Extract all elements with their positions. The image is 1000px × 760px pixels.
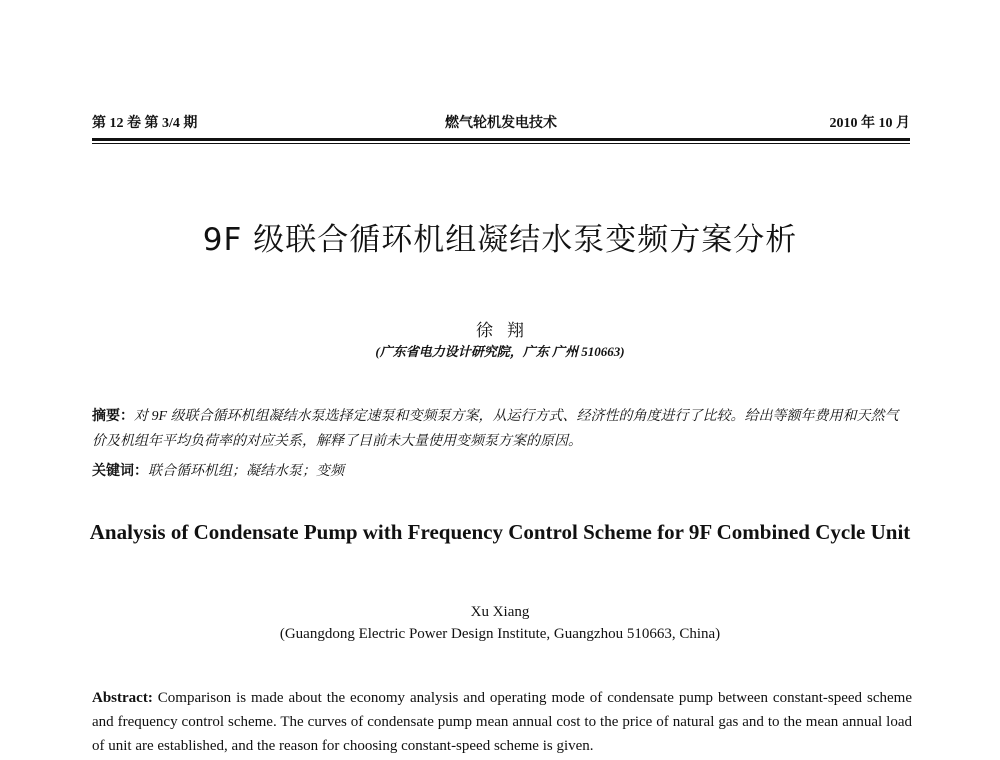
keywords-cn-label: 关键词： [92, 464, 148, 479]
journal-name: 燃气轮机发电技术 [445, 116, 557, 131]
paper-title-cn: 9F 级联合循环机组凝结水泵变频方案分析 [202, 222, 798, 258]
affiliation-en: (Guangdong Electric Power Design Institute, Guangzhou 510663, China) [279, 626, 721, 642]
affiliation-cn: (广东省电力设计研究院，广东 广州 510663) [375, 344, 625, 359]
header-rule-thin [92, 143, 910, 144]
author-cn: 徐翔 [476, 321, 538, 340]
abstract-cn [92, 404, 912, 454]
abstract-en-label: Abstract: [92, 690, 153, 706]
keywords-cn-text: 联合循环机组；凝结水泵；变频 [148, 464, 344, 479]
paper-title-en: Analysis of Condensate Pump with Frequency Control Scheme for 9F Combined Cycle Unit [89, 520, 911, 544]
abstract-cn-label: 摘要： [92, 409, 134, 424]
header-rule-thick [92, 138, 910, 141]
running-header [92, 112, 910, 132]
volume-issue: 第 12 卷 第 3/4 期 [92, 116, 198, 131]
abstract-cn-text: 对 9F 级联合循环机组凝结水泵选择定速泵和变频泵方案，从运行方式、经济性的角度进行了比较。给出等额年费用和天然气价及机组年平均负荷率的对应关系，解释了目前未大量使用变频泵方案的原因。 [92, 409, 899, 449]
keywords-cn [92, 462, 912, 482]
issue-date: 2010 年 10 月 [829, 116, 910, 131]
abstract-en-text: Comparison is made about the economy analysis and operating mode of condensate pump between constant-speed scheme and frequency control scheme. The curves of condensate pump mean annual cost to the price of natural gas and to the mean annual load of unit are established, and the reason for choosing constant-speed scheme is given. [92, 690, 912, 754]
abstract-en [92, 686, 912, 758]
author-en: Xu Xiang [470, 604, 530, 620]
